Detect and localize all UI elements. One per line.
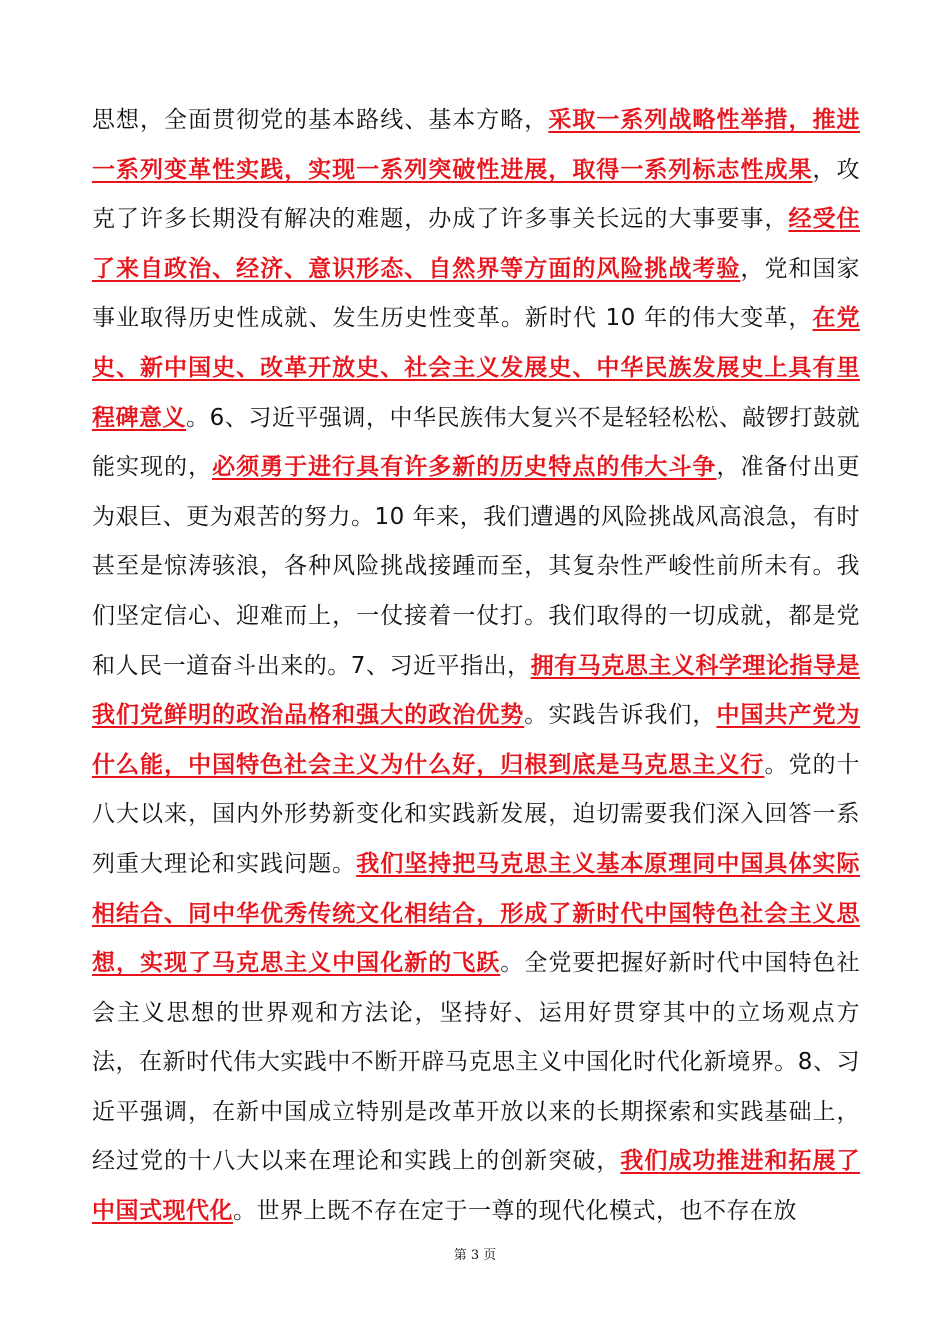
highlighted-text-segment: 拥有马克思主义科学理论指导是我们党鲜明的政治品格和强大的政治优势 xyxy=(92,652,861,729)
text-segment: 。实践告诉我们， xyxy=(524,702,717,729)
highlighted-text-segment: 我们坚持把马克思主义基本原理同中国具体实际相结合、同中华优秀传统文化相结合，形成了新时代中国特色社会主义思想，实现了马克思主义中国化新的飞跃 xyxy=(92,850,861,977)
text-segment: 。6、习近平强调，中华民族伟大复兴不是轻轻松松、敲锣打鼓就能实现的， xyxy=(92,404,860,481)
text-segment: ，党和国家事业取得历史性成就、发生历史性变革。新时代 10 年的伟大变革， xyxy=(92,255,861,332)
highlighted-text-segment: 经受住了来自政治、经济、意识形态、自然界等方面的风险挑战考验 xyxy=(92,206,861,282)
body-paragraph xyxy=(92,96,860,1237)
page-number: 第 3 页 xyxy=(453,1248,497,1263)
text-segment: 。世界上既不存在定于一尊的现代化模式，也不存在放 xyxy=(233,1198,797,1225)
highlighted-text-segment: 中国共产党为什么能，中国特色社会主义为什么好，归根到底是马克思主义行 xyxy=(92,702,861,778)
text-segment: 思想，全面贯彻党的基本路线、基本方略， xyxy=(92,107,549,133)
highlighted-text-segment: 必须勇于进行具有许多新的历史特点的伟大斗争 xyxy=(212,454,717,481)
text-segment: 。全党要把握好新时代中国特色社会主义思想的世界观和方法论，坚持好、运用好贯穿其中的立场观点方法，在新时代伟大实践中不断开辟马克思主义中国化时代化新境界。8、习近平强调，在新中国成立特别是改革开放以来的长期探索和实践基础上，经过党的十八大以来在理论和实践上的创新突破， xyxy=(92,950,861,1175)
text-segment: ，攻克了许多长期没有解决的难题，办成了许多事关长远的大事要事， xyxy=(92,156,861,233)
text-segment: 。党的十八大以来，国内外形势新变化和实践新发展，迫切需要我们深入回答一系列重大理论和实践问题。 xyxy=(92,751,861,877)
highlighted-text-segment: 在党史、新中国史、改革开放史、社会主义发展史、中华民族发展史上具有里程碑意义 xyxy=(92,305,861,431)
highlighted-text-segment: 采取一系列战略性举措，推进一系列变革性实践，实现一系列突破性进展，取得一系列标志性成果 xyxy=(92,107,861,183)
text-segment: ，准备付出更为艰巨、更为艰苦的努力。10 年来，我们遭遇的风险挑战风高浪急，有时甚至是惊涛骇浪，各种风险挑战接踵而至，其复杂性严峻性前所未有。我们坚定信心、迎难而上，一仗接着一仗打。我们取得的一切成就，都是党和人民一道奋斗出来的。7、习近平指出， xyxy=(92,454,861,679)
highlighted-text-segment: 我们成功推进和拓展了中国式现代化 xyxy=(92,1148,861,1225)
